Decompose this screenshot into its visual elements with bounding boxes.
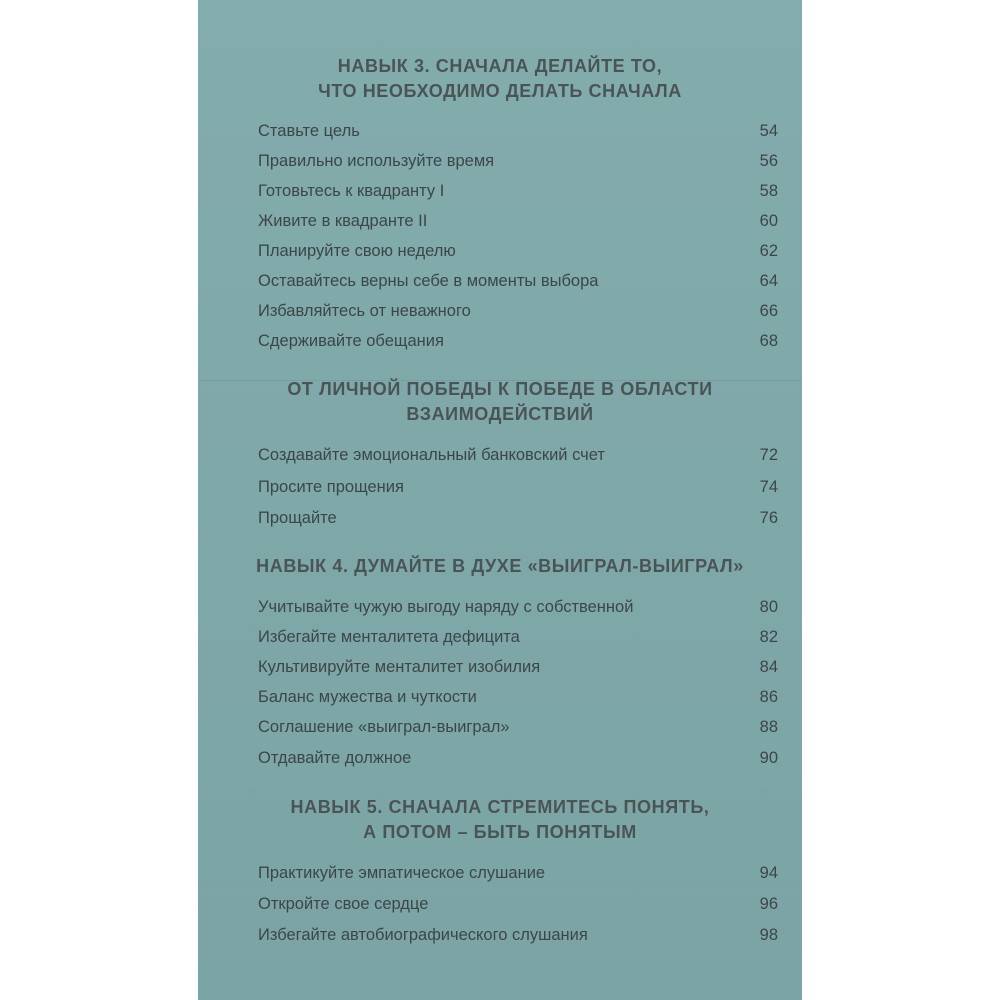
entry-title: Избегайте менталитета дефицита (258, 628, 520, 646)
section-heading-habit-3 (198, 54, 802, 104)
entry-page-number: 86 (759, 688, 778, 706)
toc-entry[interactable] (258, 326, 778, 356)
entry-page-number: 54 (759, 122, 778, 140)
entry-title: Соглашение «выиграл-выиграл» (258, 718, 510, 736)
entry-title: Правильно используйте время (258, 152, 495, 170)
heading-line: НАВЫК 4. ДУМАЙТЕ В ДУХЕ «ВЫИГРАЛ-ВЫИГРАЛ» (256, 556, 744, 576)
entry-title: Практикуйте эмпатическое слушание (258, 864, 546, 882)
entry-title: Прощайте (258, 509, 337, 527)
entry-page-number: 64 (759, 272, 778, 290)
entry-page-number: 56 (759, 152, 778, 170)
toc-entry[interactable] (258, 858, 778, 888)
entry-title: Создавайте эмоциональный банковский счет (258, 446, 605, 464)
entry-page-number: 80 (759, 598, 778, 616)
toc-entry[interactable] (258, 206, 778, 236)
entry-title: Сдерживайте обещания (258, 332, 444, 350)
toc-entry[interactable] (258, 622, 778, 652)
toc-entry[interactable] (258, 682, 778, 712)
entry-page-number: 96 (759, 895, 778, 913)
toc-entry[interactable] (258, 296, 778, 326)
entry-title: Планируйте свою неделю (258, 242, 456, 260)
entry-page-number: 62 (759, 242, 778, 260)
entry-title: Культивируйте менталитет изобилия (258, 658, 541, 676)
heading-line: ЧТО НЕОБХОДИМО ДЕЛАТЬ СНАЧАЛА (318, 81, 682, 101)
toc-entry[interactable] (258, 920, 778, 950)
heading-line: НАВЫК 5. СНАЧАЛА СТРЕМИТЕСЬ ПОНЯТЬ, (290, 797, 710, 817)
entry-title: Готовьтесь к квадранту I (258, 182, 445, 200)
entry-page-number: 98 (759, 926, 778, 944)
toc-entry[interactable] (258, 503, 778, 533)
toc-entry[interactable] (258, 116, 778, 146)
section-heading-habit-4 (198, 554, 802, 579)
entry-page-number: 88 (759, 718, 778, 736)
entry-title: Откройте свое сердце (258, 895, 429, 913)
entry-title: Ставьте цель (258, 122, 360, 140)
section-heading-interaction (198, 377, 802, 427)
toc-entry[interactable] (258, 472, 778, 502)
entry-title: Учитывайте чужую выгоду наряду с собственной (258, 598, 634, 616)
heading-line: А ПОТОМ – БЫТЬ ПОНЯТЫМ (363, 822, 637, 842)
entry-page-number: 94 (759, 864, 778, 882)
entry-title: Оставайтесь верны себе в моменты выбора (258, 272, 599, 290)
toc-entry[interactable] (258, 592, 778, 622)
entry-page-number: 60 (759, 212, 778, 230)
entry-page-number: 72 (759, 446, 778, 464)
entry-page-number: 82 (759, 628, 778, 646)
section-heading-habit-5 (198, 795, 802, 845)
toc-entry[interactable] (258, 146, 778, 176)
toc-entry[interactable] (258, 889, 778, 919)
entry-page-number: 76 (759, 509, 778, 527)
heading-line: НАВЫК 3. СНАЧАЛА ДЕЛАЙТЕ ТО, (337, 56, 663, 76)
toc-entry[interactable] (258, 236, 778, 266)
entry-page-number: 68 (759, 332, 778, 350)
entry-title: Живите в квадранте II (258, 212, 428, 230)
toc-entry[interactable] (258, 652, 778, 682)
entry-title: Баланс мужества и чуткости (258, 688, 477, 706)
entry-title: Просите прощения (258, 478, 404, 496)
entry-page-number: 84 (759, 658, 778, 676)
toc-entry[interactable] (258, 440, 778, 470)
heading-line: ВЗАИМОДЕЙСТВИЙ (406, 404, 594, 424)
toc-entry[interactable] (258, 743, 778, 773)
entry-page-number: 58 (759, 182, 778, 200)
entry-title: Избавляйтесь от неважного (258, 302, 471, 320)
entry-page-number: 90 (759, 749, 778, 767)
toc-entry[interactable] (258, 712, 778, 742)
entry-title: Избегайте автобиографического слушания (258, 926, 588, 944)
entry-page-number: 74 (759, 478, 778, 496)
entry-title: Отдавайте должное (258, 749, 412, 767)
book-page (198, 0, 802, 1000)
toc-entry[interactable] (258, 266, 778, 296)
heading-line: ОТ ЛИЧНОЙ ПОБЕДЫ К ПОБЕДЕ В ОБЛАСТИ (287, 379, 713, 399)
toc-entry[interactable] (258, 176, 778, 206)
entry-page-number: 66 (759, 302, 778, 320)
